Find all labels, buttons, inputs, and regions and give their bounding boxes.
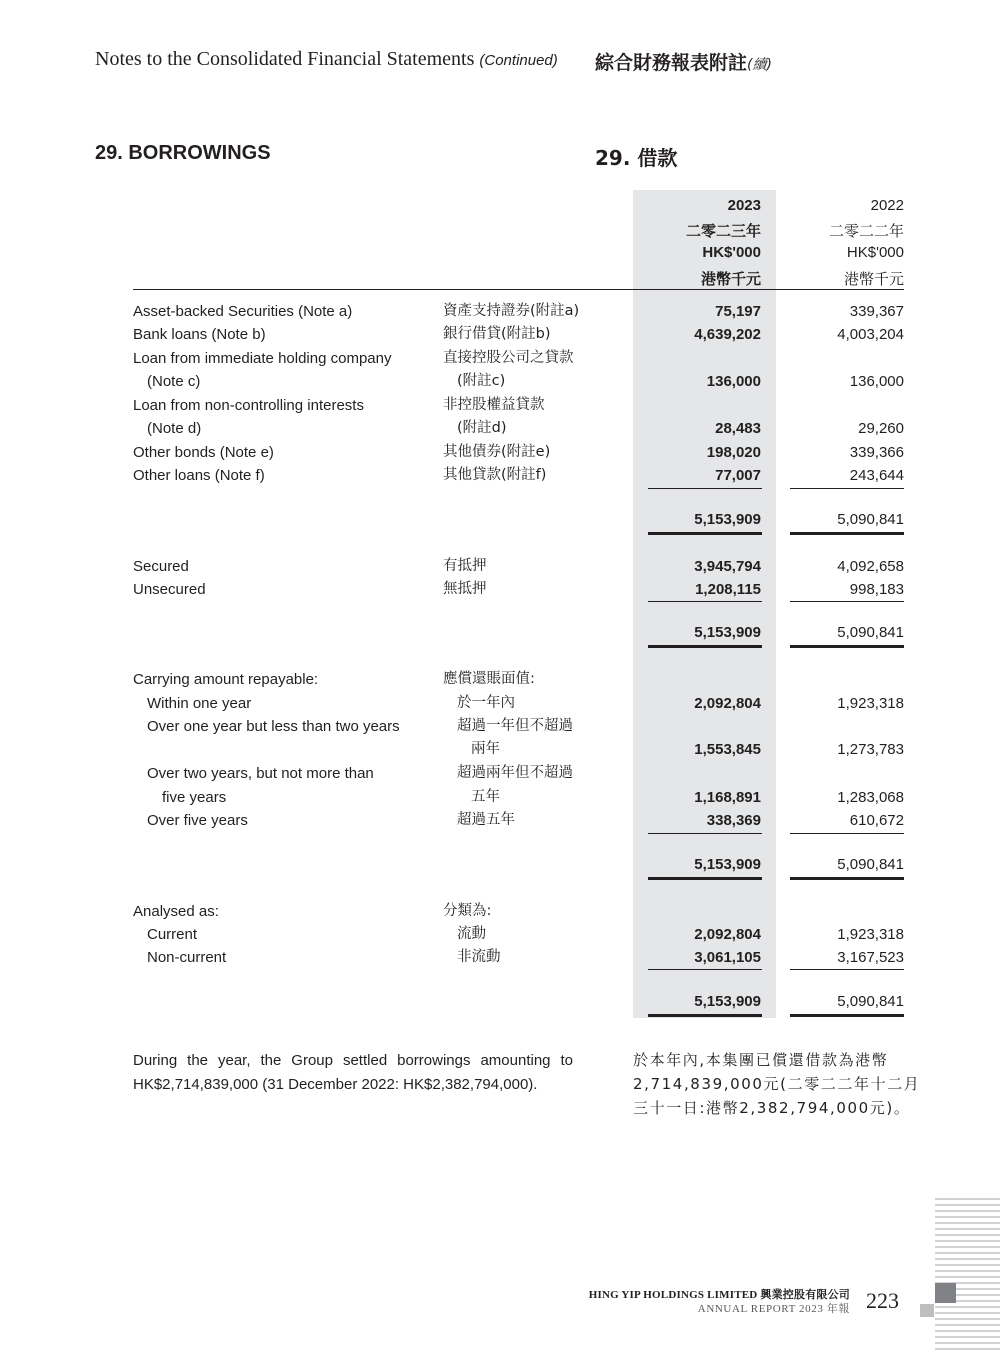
total-rule-2023 <box>648 877 762 880</box>
cell-2023: 1,168,891 <box>694 789 761 806</box>
cell-2023: 4,639,202 <box>694 326 761 343</box>
running-header-zh <box>595 48 772 75</box>
header-title-zh: 綜合財務報表附註 <box>595 52 748 74</box>
row-label-zh-cont: 兩年 <box>471 741 500 757</box>
cell-2022: 339,366 <box>849 444 904 461</box>
cell-2023: 1,553,845 <box>694 741 761 758</box>
cell-2022: 29,260 <box>858 420 904 437</box>
row-label-zh-cont: 五年 <box>471 789 500 805</box>
row-label-en-cont: (Note d) <box>147 420 202 437</box>
row-label-zh: 其他貸款(附註f) <box>443 467 547 483</box>
cell-2022: 1,923,318 <box>837 695 904 712</box>
row-label-en: Over five years <box>147 812 248 829</box>
row-label-en-cont: five years <box>162 789 227 806</box>
row-label-zh-cont: (附註c) <box>457 373 506 389</box>
row-label-en: Other loans (Note f) <box>133 467 265 484</box>
subtotal-rule-2023 <box>648 601 762 602</box>
subtotal-rule-2023 <box>648 833 762 834</box>
total-2023: 5,153,909 <box>694 624 761 641</box>
total-2023: 5,153,909 <box>694 511 761 528</box>
cell-2023: 3,945,794 <box>694 558 761 575</box>
cell-2022: 998,183 <box>849 581 904 598</box>
note-en-line2: HK$2,714,839,000 (31 December 2022: HK$2,382,794,000). <box>133 1076 538 1093</box>
total-rule-2023 <box>648 1014 762 1017</box>
header-title-en: Notes to the Consolidated Financial Statements <box>95 48 475 70</box>
col-2022-year-zh: 二零二二年 <box>828 222 904 240</box>
cell-2023: 1,208,115 <box>695 581 761 598</box>
total-2023: 5,153,909 <box>694 856 761 873</box>
cell-2022: 339,367 <box>849 303 904 320</box>
footer-report: ANNUAL REPORT 2023 年報 <box>697 1303 850 1315</box>
page-number: 223 <box>866 1288 899 1313</box>
total-rule-2023 <box>648 645 762 648</box>
cell-2023: 75,197 <box>715 303 761 320</box>
row-label-zh: 超過兩年但不超過 <box>457 765 573 781</box>
row-label-zh: 超過一年但不超過 <box>457 718 573 734</box>
row-label-en: Unsecured <box>133 581 206 598</box>
row-label-zh: 於一年內 <box>457 695 515 711</box>
group-label-en: Carrying amount repayable: <box>133 671 319 688</box>
cell-2023: 338,369 <box>706 812 761 829</box>
col-2022-unit-zh: 港幣千元 <box>843 270 904 288</box>
cell-2023: 28,483 <box>715 420 761 437</box>
row-label-zh: 直接控股公司之貸款 <box>443 350 574 366</box>
subtotal-rule-2022 <box>790 833 904 834</box>
total-2023: 5,153,909 <box>694 993 761 1010</box>
row-label-zh: 非控股權益貸款 <box>443 397 545 413</box>
total-rule-2022 <box>790 645 904 648</box>
row-label-zh: 其他債券(附註e) <box>443 444 551 460</box>
cell-2022: 4,003,204 <box>837 326 904 343</box>
note-zh-line3: 三十一日:港幣2,382,794,000元)。 <box>633 1099 911 1117</box>
col-2023-unit: HK$'000 <box>702 244 761 261</box>
header-continued-zh: (續) <box>747 57 772 73</box>
col-2023-year: 2023 <box>727 197 761 214</box>
row-label-en: Loan from immediate holding company <box>133 350 392 367</box>
total-2022: 5,090,841 <box>837 993 904 1010</box>
cell-2022: 610,672 <box>849 812 904 829</box>
cell-2023: 77,007 <box>715 467 761 484</box>
row-label-en: Current <box>147 926 198 943</box>
total-2022: 5,090,841 <box>837 511 904 528</box>
cell-2022: 4,092,658 <box>837 558 904 575</box>
running-header-en <box>95 48 558 71</box>
col-2022-year: 2022 <box>870 197 904 214</box>
total-2022: 5,090,841 <box>837 856 904 873</box>
cell-2022: 1,273,783 <box>837 741 904 758</box>
row-label-en: Over one year but less than two years <box>147 718 400 735</box>
group-label-zh: 應償還賬面值: <box>443 671 535 687</box>
col-2023-year-zh: 二零二三年 <box>685 222 761 240</box>
col-2022-unit: HK$'000 <box>846 244 904 261</box>
cell-2022: 3,167,523 <box>837 949 904 966</box>
note-zh-line1: 於本年內,本集團已償還借款為港幣 <box>633 1051 889 1069</box>
cell-2023: 2,092,804 <box>694 926 761 943</box>
note-zh-line2: 2,714,839,000元(二零二二年十二月 <box>633 1075 921 1093</box>
note-en-line1: During the year, the Group settled borrowings amounting to <box>133 1052 573 1069</box>
row-label-en: Asset-backed Securities (Note a) <box>133 303 353 320</box>
row-label-zh: 流動 <box>457 926 486 942</box>
subtotal-rule-2022 <box>790 601 904 602</box>
total-rule-2022 <box>790 877 904 880</box>
row-label-zh: 銀行借貸(附註b) <box>443 326 551 342</box>
cell-2022: 136,000 <box>849 373 904 390</box>
cell-2023: 3,061,105 <box>694 949 761 966</box>
subtotal-rule-2022 <box>790 488 904 489</box>
row-label-en-cont: (Note c) <box>147 373 201 390</box>
total-rule-2022 <box>790 1014 904 1017</box>
col-2023-unit-zh: 港幣千元 <box>700 270 761 288</box>
row-label-zh: 資產支持證券(附註a) <box>443 303 580 319</box>
cell-2023: 136,000 <box>706 373 761 390</box>
subtotal-rule-2023 <box>648 969 762 970</box>
row-label-zh: 有抵押 <box>443 558 487 574</box>
subtotal-rule-2022 <box>790 969 904 970</box>
cell-2022: 243,644 <box>849 467 904 484</box>
cell-2023: 198,020 <box>706 444 761 461</box>
row-label-zh: 無抵押 <box>443 581 487 597</box>
row-label-en: Other bonds (Note e) <box>133 444 274 461</box>
row-label-zh-cont: (附註d) <box>457 420 507 436</box>
row-label-zh: 非流動 <box>457 949 501 965</box>
footer-company: HING YIP HOLDINGS LIMITED 興業控股有限公司 <box>588 1289 850 1301</box>
row-label-en: Secured <box>133 558 189 575</box>
cell-2022: 1,283,068 <box>837 789 904 806</box>
group-label-en: Analysed as: <box>133 903 219 920</box>
row-label-zh: 超過五年 <box>457 812 515 828</box>
subtotal-rule-2023 <box>648 488 762 489</box>
cell-2023: 2,092,804 <box>694 695 761 712</box>
row-label-en: Non-current <box>147 949 227 966</box>
row-label-en: Loan from non-controlling interests <box>133 397 364 414</box>
total-rule-2023 <box>648 532 762 535</box>
row-label-en: Within one year <box>147 695 252 712</box>
total-2022: 5,090,841 <box>837 624 904 641</box>
section-title-zh: 29. 借款 <box>595 146 678 170</box>
total-rule-2022 <box>790 532 904 535</box>
cell-2022: 1,923,318 <box>837 926 904 943</box>
row-label-en: Bank loans (Note b) <box>133 326 266 343</box>
row-label-en: Over two years, but not more than <box>147 765 374 782</box>
header-rule <box>133 289 904 290</box>
group-label-zh: 分類為: <box>443 903 492 919</box>
header-continued-en: (Continued) <box>479 52 558 69</box>
section-title-en: 29. BORROWINGS <box>95 142 271 164</box>
